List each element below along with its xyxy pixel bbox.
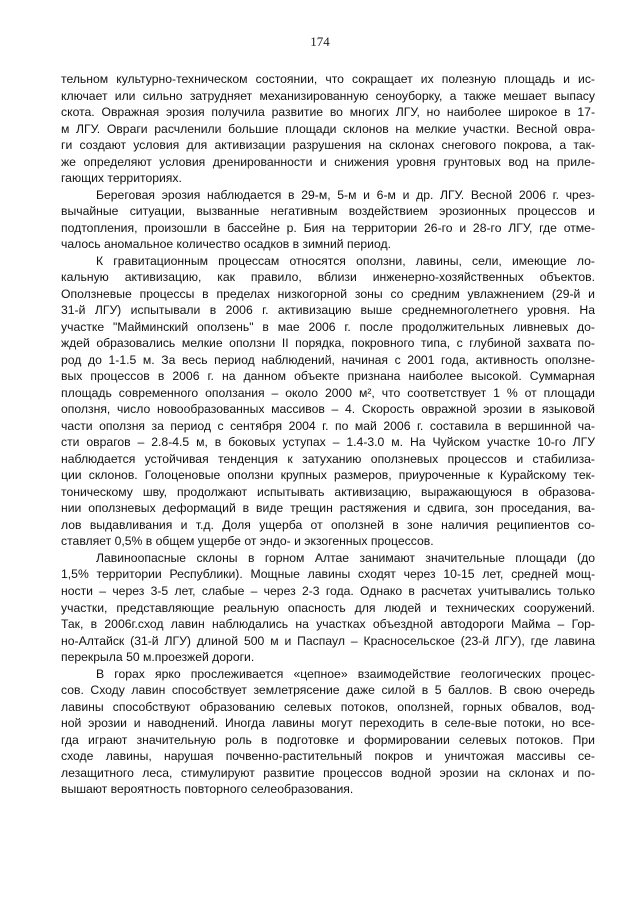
text-line: кальную активизацию, как правило, вблизи инженерно-хозяйственных объектов. [61,270,595,285]
text-line: скота. Овражная эрозия получила развитие во многих ЛГУ, но наиболее широкое в 17- [61,105,595,120]
paragraph-avalanche-slopes [61,550,595,666]
text-line: гда играют значительную роль в подготовке и формировании селевых потоков. При [61,732,595,747]
text-line: ставляет 0,5% в общем ущербе от эндо- и экзогенных процессов. [61,534,434,549]
paragraph-gravitational-processes [61,253,595,550]
text-line: сти оврагов – 2.8-4.5 м, в боковых уступах – 1.4-3.0 м. На Чуйском участке 10-го ЛГУ [61,435,595,450]
text-line: сходе лавины, нарушая почвенно-растительный покров и уничтожая массивы се- [61,749,595,764]
text-line: лавины способствуют образованию селевых потоков, оползней, горных обвалов, вод- [61,699,595,714]
text-line: 31-й ЛГУ) испытывали в 2006 г. активизацию выше среднемноголетнего уровня. На [61,303,595,318]
text-line: Так, в 2006г.сход лавин наблюдались на участках объездной автодороги Майма – Гор- [61,617,595,632]
text-line: нии оползневых деформаций в виде трещин растяжения и сдвига, зон проседания, ва- [61,501,595,516]
text-line: участки, представляющие реальную опасность для людей и технических сооружений. [61,600,595,615]
paragraph-chain-interaction [61,666,595,798]
text-line: род до 1-1.5 м. За весь период наблюдений, начиная с 2001 года, активность оползне- [61,352,595,367]
text-line: 1,5% территории Республики). Мощные лавины сходят через 10-15 лет, средней мощ- [61,567,595,582]
text-line: Лавиноопасные склоны в горном Алтае занимают значительные площади (до [96,550,595,565]
body-text [61,71,595,798]
text-line: же определяют условия дренированности и снижения уровня грунтовых вод на приле- [61,154,595,169]
text-line: ной эрозии и наводнений. Иногда лавины могут переходить в селе-вые потоки, но все- [61,716,595,731]
paragraph-bank-erosion [61,187,595,253]
text-line: сов. Сходу лавин способствует землетрясение даже силой в 5 баллов. В свою очередь [61,683,595,698]
text-line: наблюдается устойчивая тенденция к затуханию оползневых процессов и стабилиза- [61,451,595,466]
text-line: Береговая эрозия наблюдается в 29-м, 5-м и 6-м и др. ЛГУ. Весной 2006 г. чрез- [96,187,595,202]
text-line: участке "Майминский оползень" в мае 2006 г. после продолжительных ливневых до- [61,319,595,334]
page-number: 174 [310,34,330,49]
text-line: Оползневые процессы в пределах низкогорной зоны со средним увлажнением (29-й и [61,286,595,301]
text-line: подтопления, произошли в бассейне р. Бия на территории 26-го и 28-го ЛГУ, где отме- [61,220,595,235]
text-line: лов выдавливания и т.д. Доля ущерба от оползней в зоне наличия реципиентов со- [61,517,595,532]
text-line: части оползня за период с сентября 2004 г. по май 2006 г. составила в вершинной ча- [61,418,595,433]
text-line: ждей образовались мелкие оползни II порядка, покровного типа, с глубиной захвата по- [61,336,595,351]
text-line: оползня, число новообразованных массивов – 4. Скорость овражной эрозии в языковой [61,402,595,417]
text-line: тельном культурно-техническом состоянии, что сокращает их полезную площадь и ис- [61,72,595,86]
text-line: вышают вероятность повторного селеобразования. [61,782,354,797]
text-line: гающих территориях. [61,171,182,186]
text-line: но-Алтайск (31-й ЛГУ) длиной 500 м и Паспаул – Красносельское (23-й ЛГУ), где лавина [61,633,595,648]
text-line: В горах ярко прослеживается «цепное» взаимодействие геологических процес- [96,666,595,681]
text-line: площадь современного оползания – около 2000 м², что соответствует 1 % от площади [61,385,595,400]
text-line: ции склонов. Голоценовые оползни крупных размеров, приуроченные к Курайскому тек- [61,468,595,483]
text-line: лезащитного леса, стимулируют развитие процессов водной эрозии на склонах и по- [61,765,595,780]
text-line: чалось аномальное количество осадков в зимний период. [61,237,391,252]
paragraph-ravine-erosion [61,71,595,187]
text-line: вых процессов в 2006 г. на данном объекте признана наиболее высокой. Суммарная [61,369,595,384]
text-line: м ЛГУ. Овраги расчленили большие площади склонов на мелкие участки. Весной овра- [61,121,595,136]
text-line: ги создают условия для активизации разрушения на склонах снегового покрова, а так- [61,138,595,153]
text-line: ключает или сильно затрудняет механизированную сеноуборку, а также мешает выпасу [61,88,595,103]
text-line: К гравитационным процессам относятся оползни, лавины, сели, имеющие ло- [96,253,595,268]
text-line: ности – через 3-5 лет, слабые – через 2-3 года. Однако в расчетах учитывались только [61,583,595,598]
text-line: перекрыла 50 м.проезжей дороги. [61,650,255,665]
text-line: вычайные ситуации, вызванные негативным воздействием эрозионных процессов и [61,204,595,219]
text-line: тоническому шву, продолжают испытывать активизацию, выражающуюся в образова- [61,484,595,499]
